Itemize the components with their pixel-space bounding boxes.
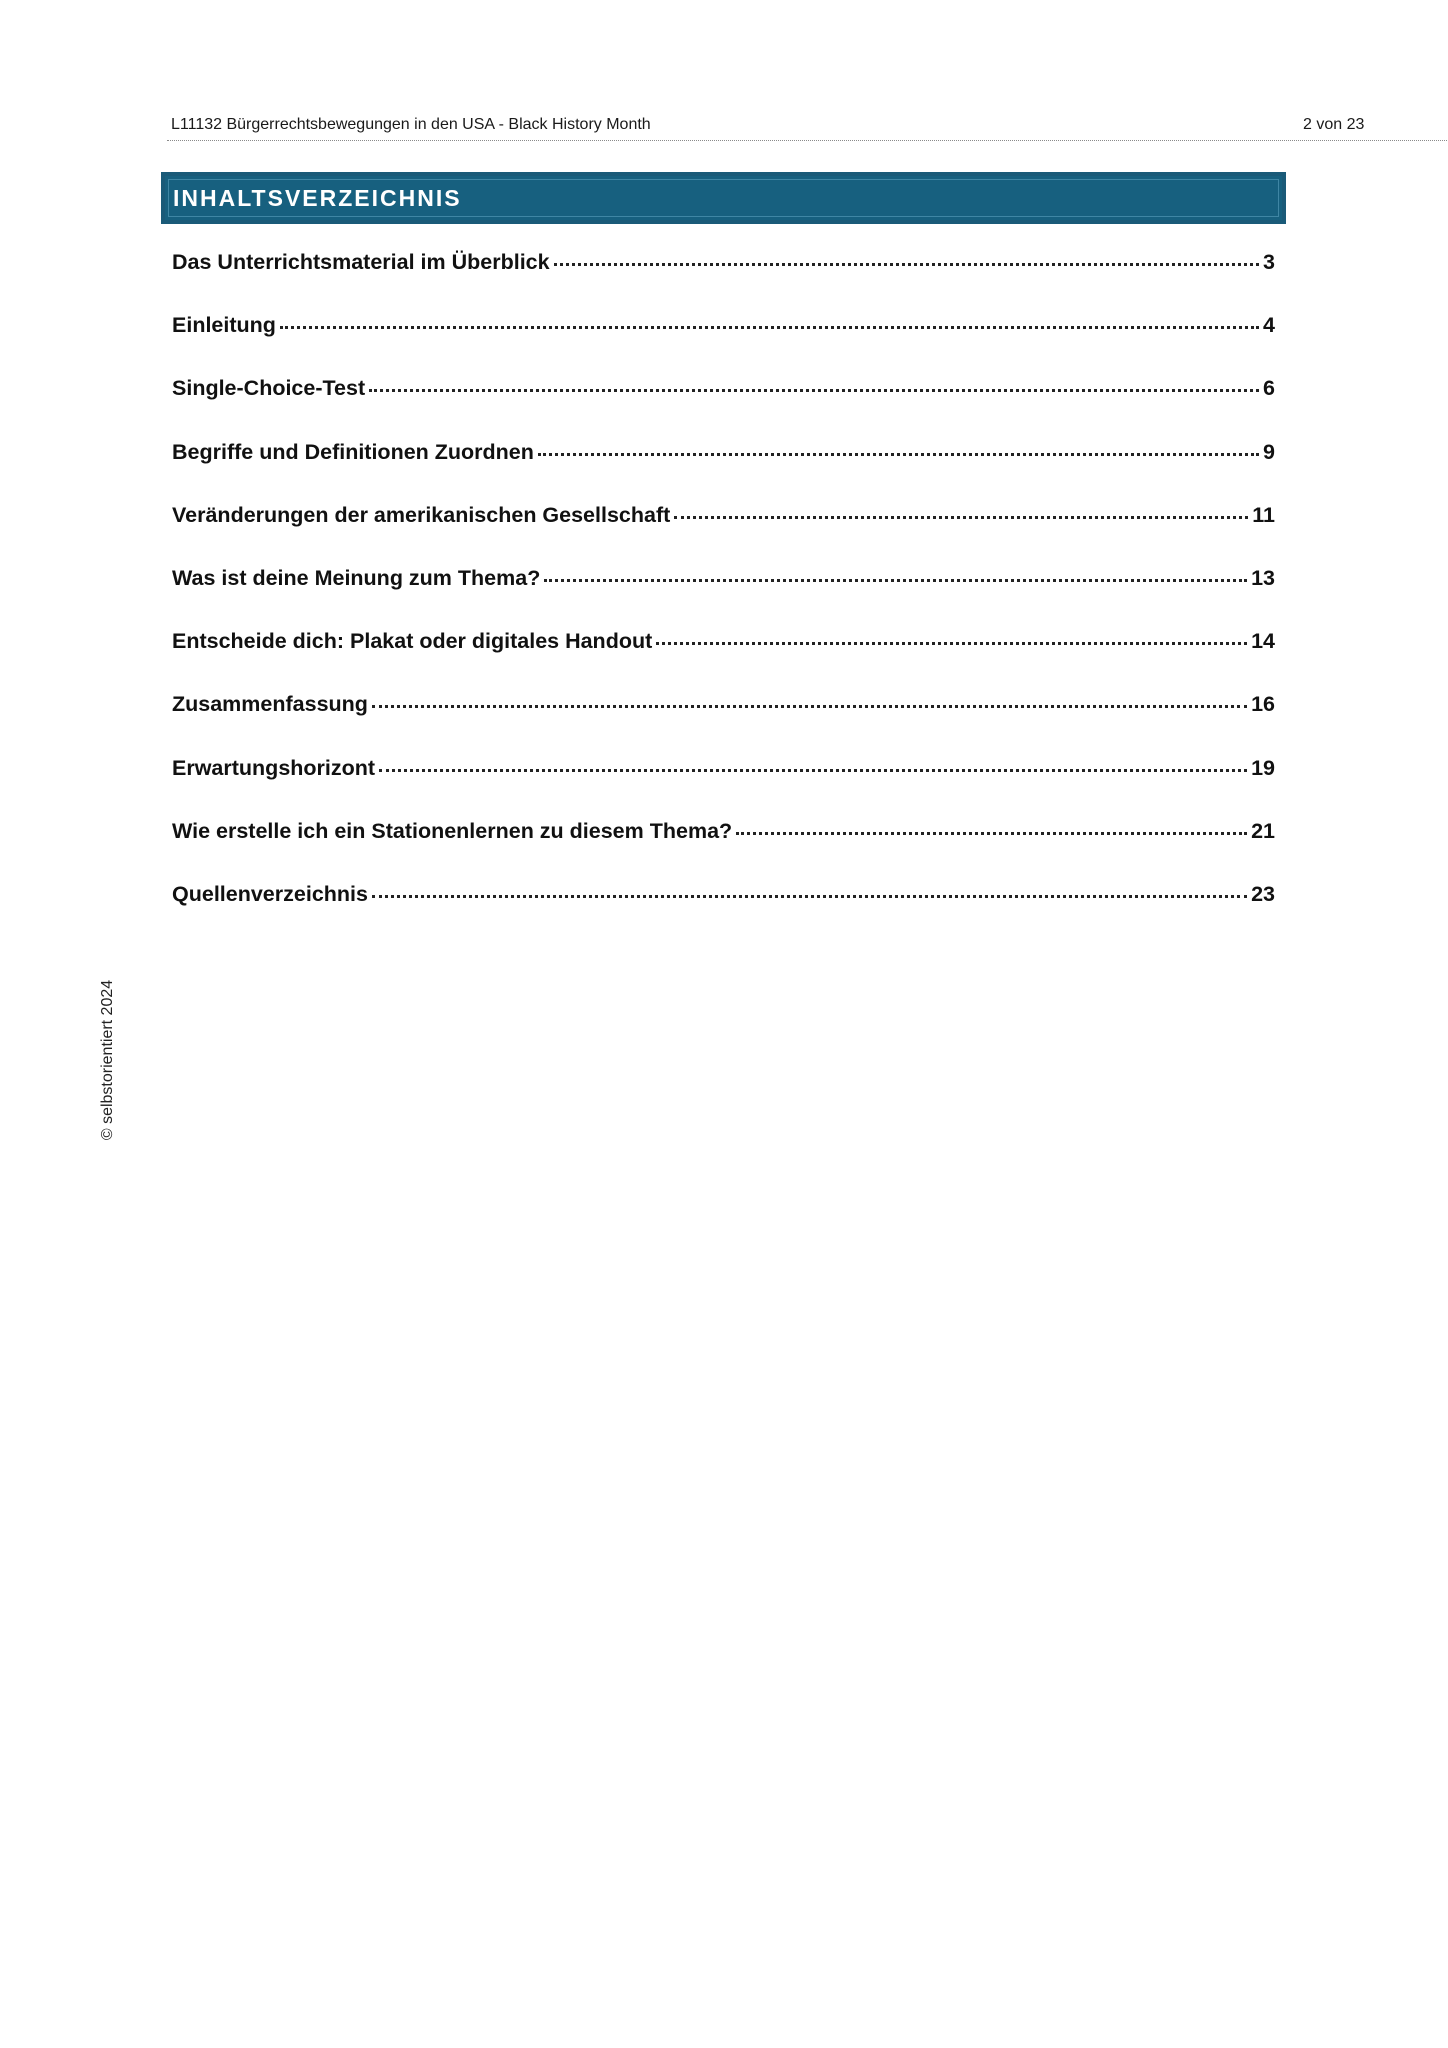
toc-entry[interactable] <box>172 503 1275 566</box>
toc-entry-page: 19 <box>1251 755 1275 780</box>
page-header <box>167 114 1448 141</box>
toc-leader-dots <box>544 579 1247 582</box>
page-indicator: 2 von 23 <box>1303 116 1365 133</box>
toc-entry[interactable] <box>172 250 1275 313</box>
toc-entry-title: Veränderungen der amerikanischen Gesellschaft <box>172 502 671 527</box>
toc-entry-page: 6 <box>1263 376 1275 401</box>
toc-entry-title: Begriffe und Definitionen Zuordnen <box>172 439 534 464</box>
toc-entry-page: 4 <box>1263 313 1275 338</box>
toc-entry[interactable] <box>172 440 1275 503</box>
document-title: L11132 Bürgerrechtsbewegungen in den USA - Black History Month <box>171 116 651 133</box>
toc-entry-page: 16 <box>1251 692 1275 717</box>
table-of-contents <box>172 250 1275 945</box>
toc-heading-banner <box>161 172 1286 224</box>
toc-leader-dots <box>538 453 1259 456</box>
copyright-notice: © selbstorientiert 2024 <box>99 979 116 1141</box>
toc-entry-page: 23 <box>1251 881 1275 906</box>
toc-leader-dots <box>369 389 1259 392</box>
toc-entry-title: Das Unterrichtsmaterial im Überblick <box>172 250 550 274</box>
toc-entry[interactable] <box>172 629 1275 692</box>
toc-entry-title: Wie erstelle ich ein Stationenlernen zu diesem Thema? <box>172 818 733 843</box>
toc-entry-title: Quellenverzeichnis <box>172 881 368 906</box>
toc-entry-page: 21 <box>1251 818 1275 843</box>
toc-leader-dots <box>736 832 1247 835</box>
toc-entry[interactable] <box>172 376 1275 439</box>
toc-entry-title: Erwartungshorizont <box>172 755 376 780</box>
toc-leader-dots <box>372 705 1247 708</box>
toc-leader-dots <box>674 516 1248 519</box>
toc-entry-title: Zusammenfassung <box>172 692 368 717</box>
toc-entry-title: Single-Choice-Test <box>172 376 366 401</box>
toc-entry-page: 3 <box>1263 250 1275 274</box>
toc-entry[interactable] <box>172 882 1275 945</box>
toc-leader-dots <box>280 326 1259 329</box>
toc-entry-title: Einleitung <box>172 313 276 338</box>
toc-leader-dots <box>656 642 1247 645</box>
toc-leader-dots <box>372 895 1247 898</box>
toc-entry-page: 11 <box>1252 502 1275 527</box>
toc-heading: INHALTSVERZEICHNIS <box>173 185 462 211</box>
toc-entry[interactable] <box>172 756 1275 819</box>
toc-entry-title: Entscheide dich: Plakat oder digitales Handout <box>172 629 653 654</box>
toc-entry-page: 13 <box>1251 565 1275 590</box>
toc-entry[interactable] <box>172 819 1275 882</box>
toc-entry-page: 14 <box>1251 629 1275 654</box>
toc-entry[interactable] <box>172 692 1275 755</box>
toc-entry[interactable] <box>172 313 1275 376</box>
toc-entry[interactable] <box>172 566 1275 629</box>
toc-leader-dots <box>379 769 1247 772</box>
toc-entry-page: 9 <box>1263 439 1275 464</box>
toc-entry-title: Was ist deine Meinung zum Thema? <box>172 565 541 590</box>
toc-leader-dots <box>554 263 1259 266</box>
